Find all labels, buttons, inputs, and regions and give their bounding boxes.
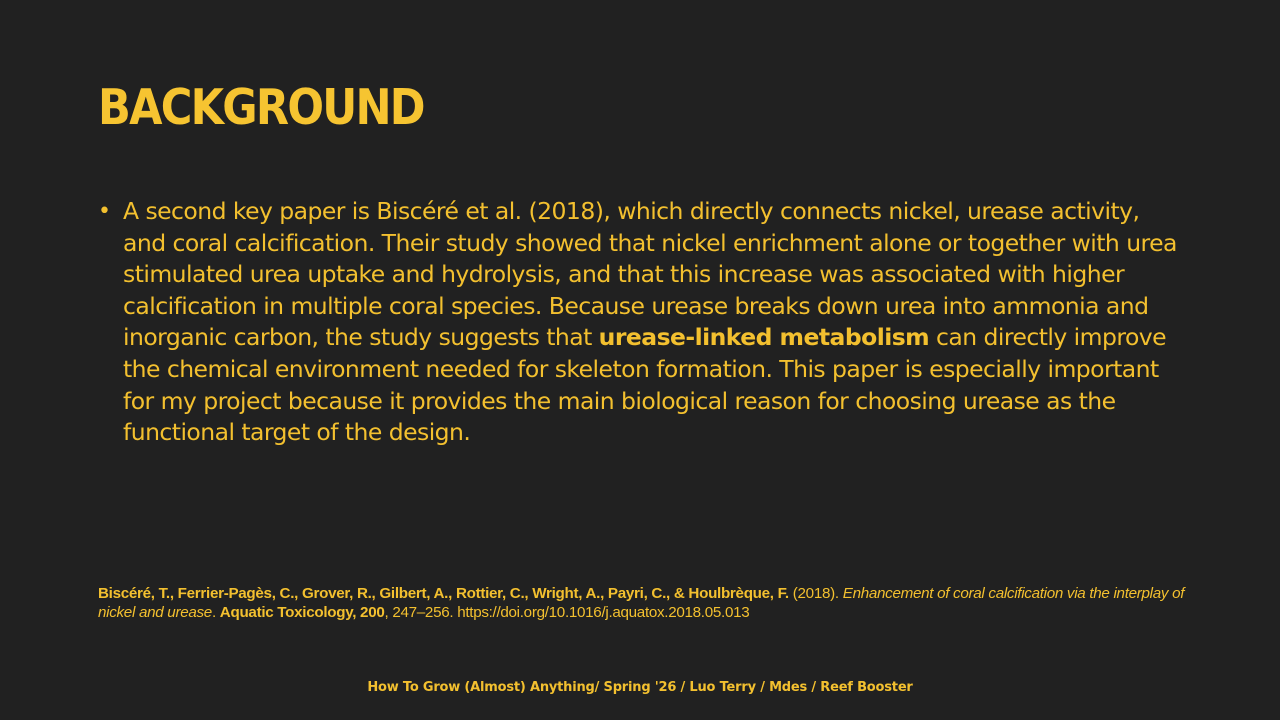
bullet-emphasis: urease-linked metabolism [598,323,930,352]
citation [98,584,1188,622]
citation-title-end: . [211,604,220,621]
slide-footer: How To Grow (Almost) Anything/ Spring '26 / Luo Terry / Mdes / Reef Booster [367,680,913,695]
bullet-list [98,196,1188,449]
bullet-item [98,196,1188,449]
citation-year: (2018). [788,585,843,602]
slide-title: BACKGROUND [98,79,424,136]
citation-pages-doi: , 247–256. https://doi.org/10.1016/j.aquatox.2018.05.013 [384,604,750,621]
bullet-marker: • [98,199,111,224]
citation-journal: Aquatic Toxicology, 200 [219,604,385,621]
bullet-text-after: can directly improve the chemical environment needed for skeleton formation. This paper is especially important for my project because it provides the main biological reason for choosing urease as the functional target of the design. [123,323,1167,447]
citation-authors: Biscéré, T., Ferrier-Pagès, C., Grover, R., Gilbert, A., Rottier, C., Wright, A., Payri, C., & Houlbrèque, F. [98,585,789,602]
citation-title: Enhancement of coral calcification via the interplay of nickel and urease [98,585,1185,621]
bullet-text-before: A second key paper is Biscéré et al. (2018), which directly connects nickel, urease activity, and coral calcification. Their study showed that nickel enrichment alone or together with urea stimulated urea uptake and hydrolysis, and that this increase was associated with higher calcification in multiple coral species. Because urease breaks down urea into ammonia and inorganic carbon, the study suggests that [123,197,1177,352]
